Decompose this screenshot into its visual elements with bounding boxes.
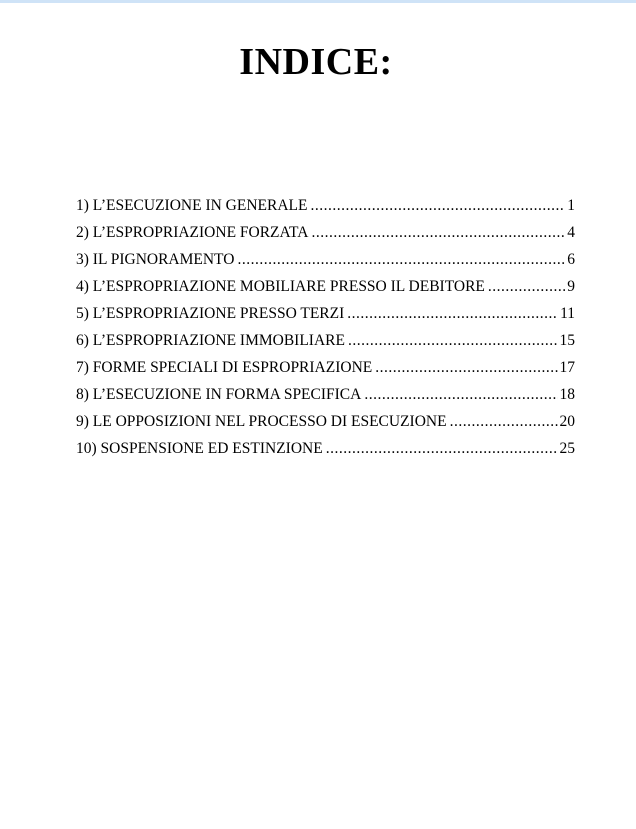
- toc-leader-dots: [310, 192, 565, 219]
- toc-leader-dots: [326, 435, 558, 462]
- toc-entry-label: 9) LE OPPOSIZIONI NEL PROCESSO DI ESECUZIONE: [76, 413, 447, 430]
- toc-entry-page: 11: [560, 305, 575, 322]
- toc-entry-label: 4) L’ESPROPRIAZIONE MOBILIARE PRESSO IL DEBITORE: [76, 278, 485, 295]
- toc-entry-page: 25: [559, 440, 575, 457]
- toc-leader-dots: [488, 273, 565, 300]
- toc-entry-page: 17: [559, 359, 575, 376]
- toc-entry-page: 20: [559, 413, 575, 430]
- toc-entry: [76, 408, 575, 435]
- toc-entry: [76, 354, 575, 381]
- toc-entry-page: 6: [567, 251, 575, 268]
- toc-entry-label: 8) L’ESECUZIONE IN FORMA SPECIFICA: [76, 386, 362, 403]
- toc-entry: [76, 300, 575, 327]
- toc-entry-page: 1: [567, 197, 575, 214]
- toc-leader-dots: [311, 219, 565, 246]
- toc-entry-label: 3) IL PIGNORAMENTO: [76, 251, 235, 268]
- toc-entry: [76, 381, 575, 408]
- toc-entry-label: 7) FORME SPECIALI DI ESPROPRIAZIONE: [76, 359, 373, 376]
- toc-leader-dots: [237, 246, 565, 273]
- document-page: [0, 3, 636, 829]
- toc-entry-label: 2) L’ESPROPRIAZIONE FORZATA: [76, 224, 309, 241]
- table-of-contents: [76, 192, 575, 462]
- toc-leader-dots: [348, 327, 558, 354]
- toc-entry-label: 1) L’ESECUZIONE IN GENERALE: [76, 197, 308, 214]
- toc-entry: [76, 246, 575, 273]
- page-title: INDICE:: [239, 41, 393, 83]
- toc-leader-dots: [375, 354, 557, 381]
- toc-entry: [76, 273, 575, 300]
- toc-entry-page: 4: [567, 224, 575, 241]
- toc-entry: [76, 435, 575, 462]
- toc-leader-dots: [347, 300, 558, 327]
- toc-entry: [76, 219, 575, 246]
- toc-entry-page: 15: [559, 332, 575, 349]
- toc-entry-page: 9: [567, 278, 575, 295]
- toc-leader-dots: [364, 381, 557, 408]
- toc-entry: [76, 192, 575, 219]
- toc-leader-dots: [450, 408, 558, 435]
- toc-entry: [76, 327, 575, 354]
- toc-entry-label: 6) L’ESPROPRIAZIONE IMMOBILIARE: [76, 332, 345, 349]
- toc-entry-label: 10) SOSPENSIONE ED ESTINZIONE: [76, 440, 323, 457]
- toc-entry-label: 5) L’ESPROPRIAZIONE PRESSO TERZI: [76, 305, 345, 322]
- toc-entry-page: 18: [559, 386, 575, 403]
